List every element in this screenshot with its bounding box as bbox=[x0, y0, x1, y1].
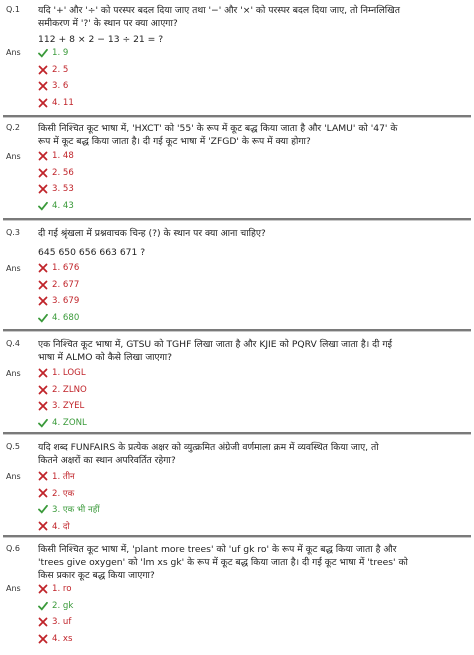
question-line: किसी निश्चित कूट भाषा में, 'plant more trees' को 'uf gk ro' के रूप में कूट बद्ध किया जाता है और bbox=[38, 544, 397, 555]
option-text: 4. 43 bbox=[52, 200, 74, 211]
option-2 bbox=[38, 382, 87, 399]
option-4 bbox=[38, 198, 74, 215]
option-text: 2. 5 bbox=[52, 64, 69, 75]
option-text: 1. 48 bbox=[52, 151, 74, 162]
question-line: यदि '+' और '÷' को परस्पर बदल दिया जाए तथा '−' और '×' को परस्पर बदल दिया जाए, तो निम्नलिखित bbox=[38, 5, 400, 16]
option-text: 1. 9 bbox=[52, 48, 69, 59]
cross-icon bbox=[38, 184, 48, 194]
question-line: 'trees give oxygen' को 'lm xs gk' के रूप में कूट बद्ध किया जाता है। दी गई कूट भाषा में 'trees' को bbox=[38, 557, 408, 568]
question-line: रूप में कूट बद्ध किया जाता है। दी गई कूट भाषा में 'ZFGD' के रूप में क्या होगा? bbox=[38, 136, 311, 147]
cross-icon bbox=[38, 634, 48, 644]
cross-icon bbox=[38, 521, 48, 531]
ans-label: Ans bbox=[6, 152, 21, 161]
option-text: 3. एक भी नहीं bbox=[52, 505, 100, 516]
option-1 bbox=[38, 365, 87, 382]
option-text: 2. gk bbox=[52, 600, 74, 611]
option-2 bbox=[38, 165, 74, 182]
cross-icon bbox=[38, 81, 48, 91]
option-text: 3. 6 bbox=[52, 81, 69, 92]
cross-icon bbox=[38, 368, 48, 378]
cross-icon bbox=[38, 263, 48, 273]
option-4 bbox=[38, 310, 79, 327]
options-list bbox=[38, 365, 87, 431]
option-text: 1. तीन bbox=[52, 472, 75, 483]
option-text: 4. xs bbox=[52, 633, 73, 644]
ans-label: Ans bbox=[6, 264, 21, 273]
option-3 bbox=[38, 501, 100, 518]
question-expression: 645 650 656 663 671 ? bbox=[38, 247, 146, 258]
check-icon bbox=[38, 601, 48, 611]
option-4 bbox=[38, 415, 87, 432]
cross-icon bbox=[38, 488, 48, 498]
option-3 bbox=[38, 78, 74, 95]
option-text: 1. LOGL bbox=[52, 368, 86, 379]
option-1 bbox=[38, 45, 74, 62]
cross-icon bbox=[38, 65, 48, 75]
cross-icon bbox=[38, 296, 48, 306]
option-1 bbox=[38, 581, 73, 598]
option-3 bbox=[38, 293, 79, 310]
option-text: 1. ro bbox=[52, 584, 72, 595]
option-3 bbox=[38, 181, 74, 198]
check-icon bbox=[38, 418, 48, 428]
options-list bbox=[38, 148, 74, 214]
question-number: Q.4 bbox=[6, 339, 20, 348]
question-line: किसी निश्चित कूट भाषा में, 'HXCT' को '55' के रूप में कूट बद्ध किया जाता है और 'LAMU' को '47' के bbox=[38, 123, 398, 134]
option-2 bbox=[38, 277, 79, 294]
cross-icon bbox=[38, 617, 48, 627]
option-4 bbox=[38, 95, 74, 112]
option-1 bbox=[38, 260, 79, 277]
option-text: 2. 56 bbox=[52, 167, 74, 178]
question-line: किस प्रकार कूट बद्ध किया जाएगा? bbox=[38, 570, 155, 581]
question-number: Q.1 bbox=[6, 5, 20, 14]
question-text bbox=[38, 4, 458, 30]
cross-icon bbox=[38, 168, 48, 178]
option-3 bbox=[38, 398, 87, 415]
question-number: Q.5 bbox=[6, 442, 20, 451]
section-divider bbox=[3, 329, 471, 332]
options-list bbox=[38, 260, 79, 326]
cross-icon bbox=[38, 471, 48, 481]
question-expression: 112 + 8 × 2 − 13 ÷ 21 = ? bbox=[38, 34, 164, 45]
option-1 bbox=[38, 148, 74, 165]
section-divider bbox=[3, 218, 471, 221]
option-text: 4. ZONL bbox=[52, 417, 87, 428]
ans-label: Ans bbox=[6, 369, 21, 378]
option-text: 3. 679 bbox=[52, 296, 80, 307]
ans-label: Ans bbox=[6, 472, 21, 481]
check-icon bbox=[38, 504, 48, 514]
option-text: 3. ZYEL bbox=[52, 401, 85, 412]
question-line: भाषा में ALMO को कैसे लिखा जाएगा? bbox=[38, 352, 173, 363]
cross-icon bbox=[38, 280, 48, 290]
check-icon bbox=[38, 313, 48, 323]
option-text: 3. 53 bbox=[52, 184, 74, 195]
options-list bbox=[38, 45, 74, 111]
question-number: Q.2 bbox=[6, 123, 20, 132]
question-text bbox=[38, 441, 458, 467]
option-4 bbox=[38, 518, 100, 535]
ans-label: Ans bbox=[6, 584, 21, 593]
check-icon bbox=[38, 201, 48, 211]
question-text bbox=[38, 122, 458, 148]
question-text bbox=[38, 227, 458, 240]
question-line: समीकरण में '?' के स्थान पर क्या आएगा? bbox=[38, 18, 178, 29]
question-text bbox=[38, 338, 458, 364]
option-2 bbox=[38, 598, 73, 615]
question-line: दी गई श्रृंखला में प्रश्नवाचक चिन्ह (?) के स्थान पर क्या आना चाहिए? bbox=[38, 228, 266, 239]
option-text: 2. 677 bbox=[52, 279, 80, 290]
options-list bbox=[38, 581, 73, 647]
question-line: एक निश्चित कूट भाषा में, GTSU को TGHF लिखा जाता है और KJIE को PQRV लिखा जाता है। दी गई bbox=[38, 339, 393, 350]
cross-icon bbox=[38, 151, 48, 161]
section-divider bbox=[3, 115, 471, 118]
option-text: 4. 680 bbox=[52, 312, 80, 323]
question-line: यदि शब्द FUNFAIRS के प्रत्येक अक्षर को व्युत्क्रमित अंग्रेजी वर्णमाला क्रम में व्यवस्थित किया जाए, तो bbox=[38, 442, 379, 453]
section-divider bbox=[3, 432, 471, 435]
options-list bbox=[38, 468, 100, 534]
option-2 bbox=[38, 62, 74, 79]
cross-icon bbox=[38, 98, 48, 108]
question-number: Q.3 bbox=[6, 228, 20, 237]
option-2 bbox=[38, 485, 100, 502]
option-1 bbox=[38, 468, 100, 485]
option-3 bbox=[38, 614, 73, 631]
question-number: Q.6 bbox=[6, 544, 20, 553]
option-text: 3. uf bbox=[52, 617, 72, 628]
option-text: 4. 11 bbox=[52, 97, 74, 108]
check-icon bbox=[38, 48, 48, 58]
question-line: कितने अक्षरों का स्थान अपरिवर्तित रहेगा? bbox=[38, 455, 176, 466]
section-divider bbox=[3, 535, 471, 538]
cross-icon bbox=[38, 401, 48, 411]
option-text: 1. 676 bbox=[52, 263, 80, 274]
cross-icon bbox=[38, 385, 48, 395]
question-text bbox=[38, 543, 458, 582]
option-text: 2. एक bbox=[52, 488, 75, 499]
cross-icon bbox=[38, 584, 48, 594]
ans-label: Ans bbox=[6, 48, 21, 57]
option-text: 4. दो bbox=[52, 521, 70, 532]
option-4 bbox=[38, 631, 73, 648]
option-text: 2. ZLNO bbox=[52, 384, 87, 395]
